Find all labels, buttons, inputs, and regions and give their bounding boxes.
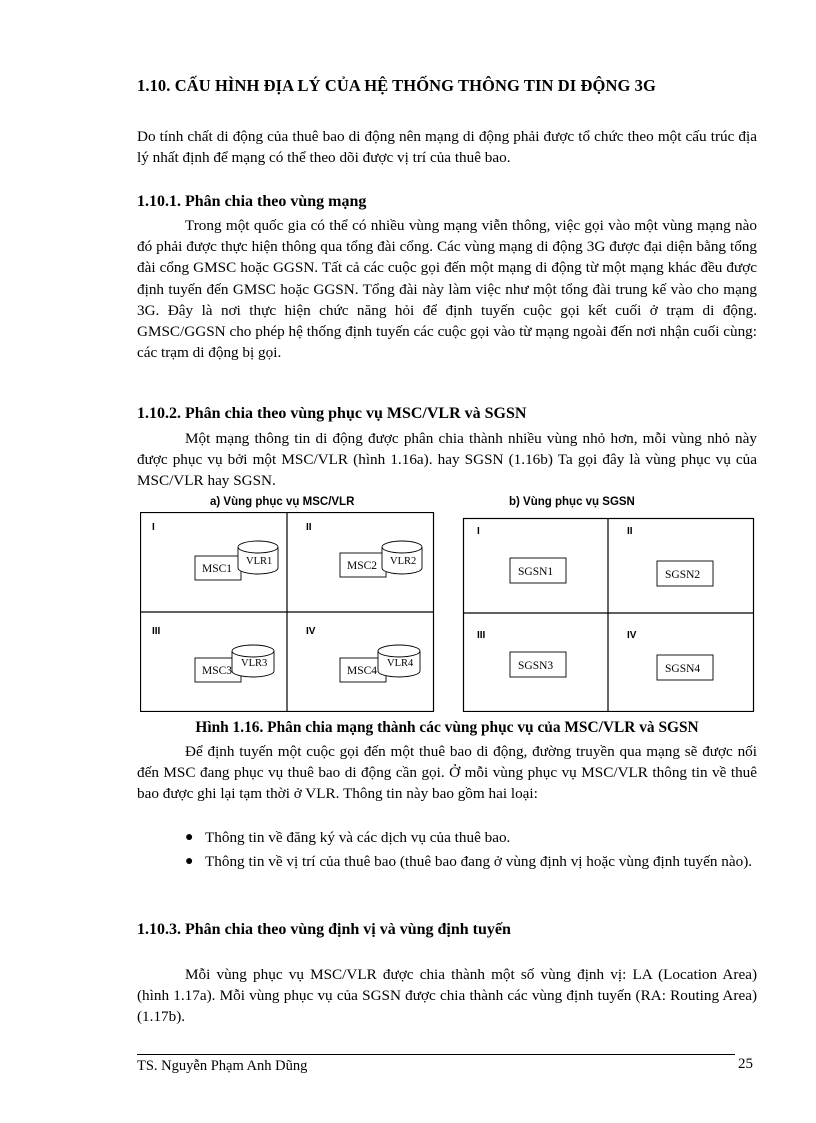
sgsn-cell-3-roman: III — [477, 630, 486, 641]
subsection-2-paragraph: Một mạng thông tin di động được phân chia thành nhiều vùng nhỏ hơn, mỗi vùng nhỏ này được phục vụ bởi một MSC/VLR (hình 1.16a). hay SGSN (1.16b) Ta gọi đây là vùng phục vụ của MSC/VLR hay SGSN. — [137, 430, 757, 490]
sgsn2-label: SGSN2 — [665, 569, 701, 581]
vlr1-cylinder-icon — [238, 541, 278, 574]
msc-cell-2-roman: II — [306, 522, 312, 533]
msc1-label: MSC1 — [202, 563, 233, 575]
service-area-diagram — [140, 512, 756, 712]
routing-paragraph: Để định tuyến một cuộc gọi đến một thuê bao di động, đường truyền qua mạng sẽ được nối đến MSC đang phục vụ thuê bao di động cần gọi. Ở mỗi vùng phục vụ MSC/VLR thông tin về thuê bao được ghi lại tạm thời ở VLR. Thông tin này bao gồm hai loại: — [137, 743, 757, 803]
figure-caption: Hình 1.16. Phân chia mạng thành các vùng phục vụ của MSC/VLR và SGSN — [195, 719, 699, 736]
intro-paragraph: Do tính chất di động của thuê bao di động nên mạng di động phải được tổ chức theo một cấu trúc địa lý nhất định để mạng có thể theo dõi được vị trí của thuê bao. — [137, 128, 757, 167]
bullet-icon: ● — [185, 830, 194, 845]
subsection-title-1: 1.10.1. Phân chia theo vùng mạng — [137, 193, 367, 210]
sgsn-cell-4-roman: IV — [627, 630, 637, 641]
list-item — [185, 851, 757, 872]
sgsn3-label: SGSN3 — [518, 660, 554, 672]
msc3-label: MSC3 — [202, 665, 233, 677]
section-heading: 1.10. CẤU HÌNH ĐỊA LÝ CỦA HỆ THỐNG THÔNG TIN DI ĐỘNG 3G — [137, 76, 656, 95]
bullet-icon: ● — [185, 854, 194, 870]
vlr3-cylinder-icon — [232, 645, 274, 677]
msc-vlr-grid — [141, 513, 434, 712]
vlr4-label: VLR4 — [387, 658, 414, 669]
vlr3-label: VLR3 — [241, 658, 268, 669]
sgsn1-label: SGSN1 — [518, 566, 554, 578]
bullet-text: Thông tin về vị trí của thuê bao (thuê bao đang ở vùng định vị hoặc vùng định tuyến nào). — [205, 853, 753, 871]
vlr2-label: VLR2 — [390, 556, 417, 567]
vlr1-label: VLR1 — [246, 556, 273, 567]
list-item — [185, 827, 757, 848]
subsection-title-3: 1.10.3. Phân chia theo vùng định vị và vùng định tuyến — [137, 921, 511, 938]
footer-divider — [137, 1054, 735, 1055]
sgsn-cell-1-roman: I — [477, 526, 480, 537]
footer-author: TS. Nguyễn Phạm Anh Dũng — [137, 1058, 308, 1074]
msc-cell-3-roman: III — [152, 626, 161, 637]
figure-right-title: b) Vùng phục vụ SGSN — [509, 496, 635, 508]
page-number: 25 — [738, 1056, 753, 1072]
msc-cell-4-roman: IV — [306, 626, 316, 637]
subsection-3-paragraph: Mỗi vùng phục vụ MSC/VLR được chia thành một số vùng định vị: LA (Location Area) (hình 1.17a). Mỗi vùng phục vụ của SGSN được chia thành các vùng định tuyến (RA: Routing Area) (1.17b). — [137, 966, 757, 1026]
sgsn4-label: SGSN4 — [665, 663, 701, 675]
sgsn-grid — [464, 519, 754, 712]
msc-cell-1-roman: I — [152, 522, 155, 533]
msc4-label: MSC4 — [347, 665, 378, 677]
msc2-label: MSC2 — [347, 560, 378, 572]
sgsn-cell-2-roman: II — [627, 526, 633, 537]
bullet-text: Thông tin về đăng ký và các dịch vụ của thuê bao. — [205, 829, 511, 846]
info-bullet-list — [185, 827, 757, 875]
vlr4-cylinder-icon — [378, 645, 420, 677]
subsection-1-paragraph: Trong một quốc gia có thể có nhiều vùng mạng viễn thông, việc gọi vào một vùng mạng nào đó phải được thực hiện thông qua tổng đài cổng. Các vùng mạng di động 3G được đại diện bằng tổng đài cổng GMSC hoặc GGSN. Tất cả các cuộc gọi đến một mạng di động từ một mạng khác đều được định tuyến đến GMSC hoặc GGSN. Tổng đài này làm việc như một tổng đài trung kế vào cho mạng 3G. Đây là nơi thực hiện chức năng hỏi để định tuyến cuộc gọi kết cuối ở trạm di động. GMSC/GGSN cho phép hệ thống định tuyến các cuộc gọi vào từ mạng ngoài đến nơi nhận cuối cùng: các trạm di động bị gọi. — [137, 217, 757, 362]
subsection-title-2: 1.10.2. Phân chia theo vùng phục vụ MSC/VLR và SGSN — [137, 405, 527, 422]
figure-left-title: a) Vùng phục vụ MSC/VLR — [210, 496, 355, 508]
vlr2-cylinder-icon — [382, 541, 422, 574]
